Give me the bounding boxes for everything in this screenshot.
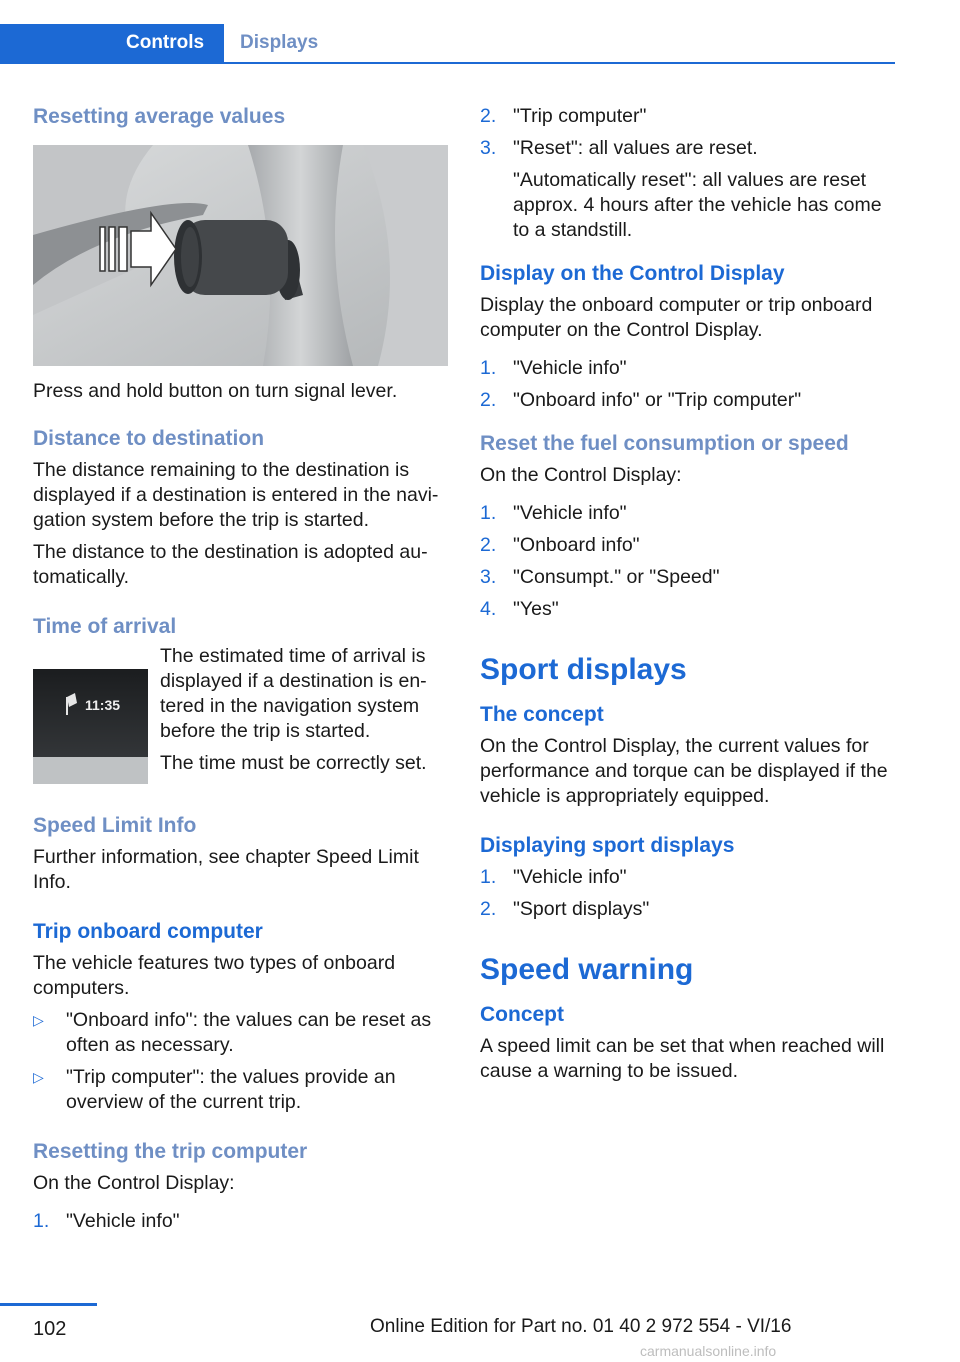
list-item <box>33 1209 448 1234</box>
resetting-average-caption: Press and hold button on turn signal lever. <box>33 380 398 402</box>
bullet-text: "Onboard info": the values can be reset as often as necessary. <box>66 1009 432 1056</box>
turn-signal-lever-illustration <box>33 145 448 366</box>
distance-heading: Distance to destination <box>33 427 265 450</box>
trip-onboard-heading: Trip onboard computer <box>33 920 263 943</box>
arrival-time-value: 11:35 <box>85 697 121 713</box>
resetting-average-heading: Resetting average values <box>33 105 286 128</box>
tab-bar <box>0 24 895 64</box>
step-number: 3. <box>480 566 497 588</box>
step-number: 1. <box>480 357 497 379</box>
step-number: 2. <box>480 898 497 920</box>
triangle-bullet-icon: ▷ <box>33 1012 44 1028</box>
step-text: "Sport displays" <box>513 898 650 920</box>
list-item <box>33 1065 448 1115</box>
step-text: "Vehicle info" <box>513 502 627 524</box>
distance-paragraph-1: The distance remaining to the destination is displayed if a destination is entered in the navi-gation system before the trip is started. <box>33 459 439 531</box>
reset-fuel-paragraph: On the Control Display: <box>480 464 682 486</box>
display-cd-heading: Display on the Control Display <box>480 262 785 285</box>
triangle-bullet-icon: ▷ <box>33 1069 44 1085</box>
speed-warning-heading: Speed warning <box>480 953 694 986</box>
step-number: 2. <box>480 389 497 411</box>
list-item <box>480 356 895 381</box>
arrival-paragraph-1: The estimated time of arrival is displayed if a destination is en-tered in the navigation system before the trip is started. <box>160 645 427 742</box>
left-column <box>33 100 448 1241</box>
step-number: 2. <box>480 105 497 127</box>
list-item <box>33 1008 448 1058</box>
sport-concept-heading: The concept <box>480 703 604 726</box>
list-item <box>480 565 895 590</box>
arrival-block <box>33 640 448 805</box>
reset-fuel-steps <box>480 501 895 622</box>
arrival-heading: Time of arrival <box>33 615 177 638</box>
reset-trip-heading: Resetting the trip computer <box>33 1140 308 1163</box>
step-text: "Consumpt." or "Speed" <box>513 566 720 588</box>
step-text: "Vehicle info" <box>66 1210 180 1232</box>
step-text: "Trip computer" <box>513 105 647 127</box>
list-item <box>480 865 895 890</box>
sport-concept-paragraph: On the Control Display, the current values for performance and torque can be displayed if the vehicle is appropriately equipped. <box>480 735 888 807</box>
speed-limit-heading: Speed Limit Info <box>33 814 197 837</box>
step-subtext: "Automatically reset": all values are reset approx. 4 hours after the vehicle has come to a standstill. <box>513 169 882 241</box>
trip-onboard-paragraph: The vehicle features two types of onboard computers. <box>33 952 396 999</box>
sport-steps <box>480 865 895 922</box>
distance-paragraph-2: The distance to the destination is adopted au-tomatically. <box>33 541 428 588</box>
tab-displays[interactable]: Displays <box>240 32 319 53</box>
display-cd-steps <box>480 356 895 413</box>
edition-note: Online Edition for Part no. 01 40 2 972 554 - VI/16 <box>370 1316 792 1337</box>
list-item <box>480 533 895 558</box>
step-text: "Yes" <box>513 598 559 620</box>
step-number: 1. <box>480 866 497 888</box>
footer-rule <box>0 1303 97 1306</box>
reset-trip-steps <box>33 1209 448 1234</box>
list-item <box>480 501 895 526</box>
speed-warning-concept-heading: Concept <box>480 1003 564 1026</box>
step-number: 3. <box>480 137 497 159</box>
arrival-time-display-image <box>33 669 148 784</box>
watermark: carmanualsonline.info <box>640 1343 777 1359</box>
speed-limit-paragraph: Further information, see chapter Speed Limit Info. <box>33 846 419 893</box>
list-item <box>480 388 895 413</box>
speed-warning-paragraph: A speed limit can be set that when reached will cause a warning to be issued. <box>480 1035 885 1082</box>
bullet-text: "Trip computer": the values provide an overview of the current trip. <box>66 1066 396 1113</box>
list-item <box>480 597 895 622</box>
step-text: "Vehicle info" <box>513 357 627 379</box>
reset-fuel-heading: Reset the fuel consumption or speed <box>480 432 849 455</box>
reset-trip-paragraph: On the Control Display: <box>33 1172 235 1194</box>
step-number: 4. <box>480 598 497 620</box>
page-number: 102 <box>33 1318 67 1340</box>
onboard-types-list <box>33 1008 448 1115</box>
list-item <box>480 897 895 922</box>
step-number: 1. <box>33 1210 50 1232</box>
arrival-paragraph-2: The time must be correctly set. <box>160 752 427 774</box>
step-number: 2. <box>480 534 497 556</box>
reset-trip-steps-continued <box>480 104 895 243</box>
displaying-sport-heading: Displaying sport displays <box>480 834 735 857</box>
step-text: "Onboard info" or "Trip computer" <box>513 389 802 411</box>
right-column <box>480 100 895 1084</box>
tab-controls[interactable]: Controls <box>0 24 224 62</box>
list-item <box>480 104 895 129</box>
step-text: "Vehicle info" <box>513 866 627 888</box>
list-item <box>480 136 895 243</box>
display-cd-paragraph: Display the onboard computer or trip onboard computer on the Control Display. <box>480 294 873 341</box>
step-text: "Onboard info" <box>513 534 640 556</box>
step-text: "Reset": all values are reset. <box>513 137 758 159</box>
sport-displays-heading: Sport displays <box>480 653 687 686</box>
step-number: 1. <box>480 502 497 524</box>
